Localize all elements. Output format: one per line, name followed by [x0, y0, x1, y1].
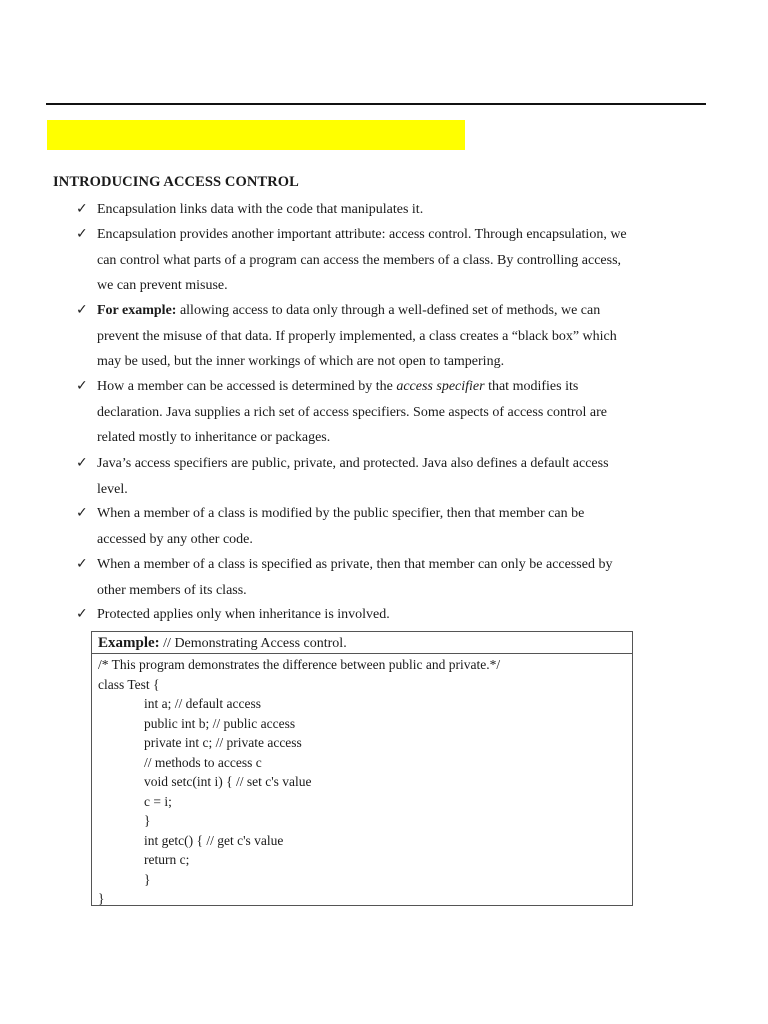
bullet-text: When a member of a class is modified by the public specifier, then that member can be accessed by any other code.	[97, 506, 585, 547]
checkmark-icon: ✓	[76, 505, 88, 521]
bullet-text: Encapsulation links data with the code that manipulates it.	[97, 202, 424, 217]
bullet-text: Protected applies only when inheritance is involved.	[97, 607, 390, 622]
bullet-text	[97, 298, 632, 375]
bullet-text	[97, 374, 632, 451]
code-line: class Test {	[98, 676, 160, 692]
code-line: int a; // default access	[144, 696, 261, 711]
highlight-bar	[47, 120, 465, 150]
code-line: c = i;	[144, 793, 172, 809]
checkmark-icon: ✓	[76, 302, 88, 318]
checkmark-icon: ✓	[76, 226, 88, 242]
bullet-emphasis: access specifier	[396, 379, 485, 394]
bullet-body-after: that modifies its declaration. Java supplies a rich set of access specifiers. Some aspects of access control are related mostly to inheritance or packages.	[97, 379, 608, 445]
checkmark-icon: ✓	[76, 378, 88, 394]
top-rule	[46, 103, 706, 105]
code-line: }	[144, 813, 151, 828]
bullet-lead: For example:	[97, 303, 177, 318]
checkmark-icon: ✓	[76, 201, 88, 217]
checkmark-icon: ✓	[76, 455, 88, 471]
code-block	[92, 654, 632, 909]
code-line: int getc() { // get c's value	[144, 832, 284, 848]
example-header	[92, 632, 632, 654]
code-line: void setc(int i) { // set c's value	[144, 774, 312, 789]
checkmark-icon: ✓	[76, 606, 88, 622]
bullet-text: Encapsulation provides another important attribute: access control. Through encapsulation, we can control what parts of a program can access the members of a class. By controlling access, we can prevent misuse.	[97, 227, 627, 293]
code-line: // methods to access c	[144, 754, 262, 770]
section-heading: INTRODUCING ACCESS CONTROL	[53, 174, 299, 190]
code-line: }	[98, 891, 105, 906]
bullet-text: Java’s access specifiers are public, private, and protected. Java also defines a default access level.	[97, 456, 609, 497]
code-line: private int c; // private access	[144, 735, 302, 750]
example-caption: // Demonstrating Access control.	[159, 636, 347, 651]
bullet-body-before: How a member can be accessed is determined by the	[97, 379, 397, 394]
code-line: /* This program demonstrates the difference between public and private.*/	[98, 657, 501, 672]
example-code-box	[91, 631, 633, 906]
code-line: }	[144, 871, 151, 887]
code-line: public int b; // public access	[144, 715, 296, 731]
bullet-text: When a member of a class is specified as private, then that member can only be accessed by other members of its class.	[97, 557, 613, 598]
checkmark-icon: ✓	[76, 556, 88, 572]
bullet-body: allowing access to data only through a well-defined set of methods, we can prevent the misuse of that data. If properly implemented, a class creates a “black box” which may be used, but the inner workings of which are not open to tampering.	[97, 303, 617, 369]
code-line: return c;	[144, 852, 190, 867]
example-label: Example:	[98, 635, 160, 651]
